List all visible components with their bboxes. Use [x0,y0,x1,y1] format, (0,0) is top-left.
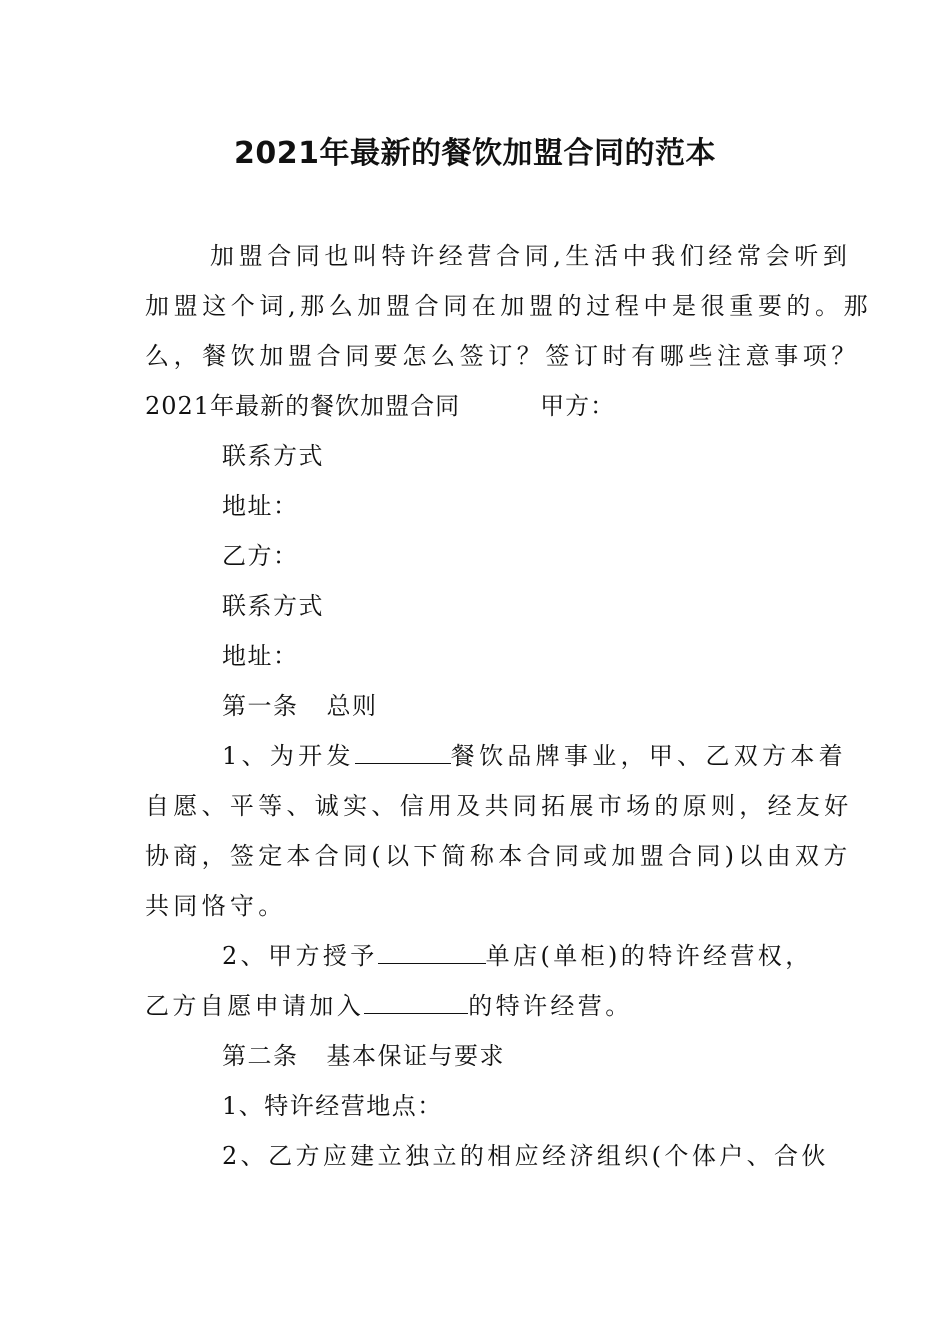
article-1-heading [222,690,378,722]
article-2-clause-1: 1、特许经营地点： [222,1092,443,1120]
clause-text: 2、甲方授予 [222,942,378,970]
article-1-clause-1-line-1 [222,740,847,772]
article-2-number: 第二条 [222,1042,299,1070]
article-1-clause-1-line-4: 共同恪守。 [145,892,287,920]
article-1-name: 总则 [326,692,378,720]
blank-field [378,941,486,964]
party-b-contact: 联系方式 [222,592,324,620]
party-a-contact: 联系方式 [222,442,324,470]
blank-field [364,991,468,1014]
intro-line-2: 加盟这个词,那么加盟合同在加盟的过程中是很重要的。那 [145,292,873,320]
party-a-label: 甲方： [540,392,616,420]
article-2-clause-2: 2、乙方应建立独立的相应经济组织(个体户、合伙 [222,1142,829,1170]
clause-text: 单店(单柜)的特许经营权， [485,942,813,970]
intro-line-3: 么，餐饮加盟合同要怎么签订？签订时有哪些注意事项？ [145,342,860,370]
article-1-number: 第一条 [222,692,299,720]
intro-line-1: 加盟合同也叫特许经营合同,生活中我们经常会听到 [210,242,852,270]
party-a-address: 地址： [222,492,299,520]
intro-contract-name: 2021年最新的餐饮加盟合同 [145,392,461,420]
clause-text: 餐饮品牌事业，甲、乙双方本着 [450,742,847,770]
article-1-clause-1-line-2: 自愿、平等、诚实、信用及共同拓展市场的原则，经友好 [145,792,853,820]
article-1-clause-2-line-2 [145,990,633,1022]
article-2-heading [222,1040,505,1072]
article-1-clause-1-line-3: 协商，签定本合同(以下简称本合同或加盟合同)以由双方 [145,842,852,870]
party-b-address: 地址： [222,642,299,670]
party-b-label: 乙方： [222,542,299,570]
document-title: 2021年最新的餐饮加盟合同的范本 [234,136,716,171]
clause-text: 乙方自愿申请加入 [145,992,365,1020]
clause-text: 1、为开发 [222,742,355,770]
article-2-name: 基本保证与要求 [326,1042,505,1070]
intro-line-4 [145,390,615,422]
blank-field [355,741,451,764]
clause-text: 的特许经营。 [468,992,633,1020]
article-1-clause-2-line-1 [222,940,813,972]
